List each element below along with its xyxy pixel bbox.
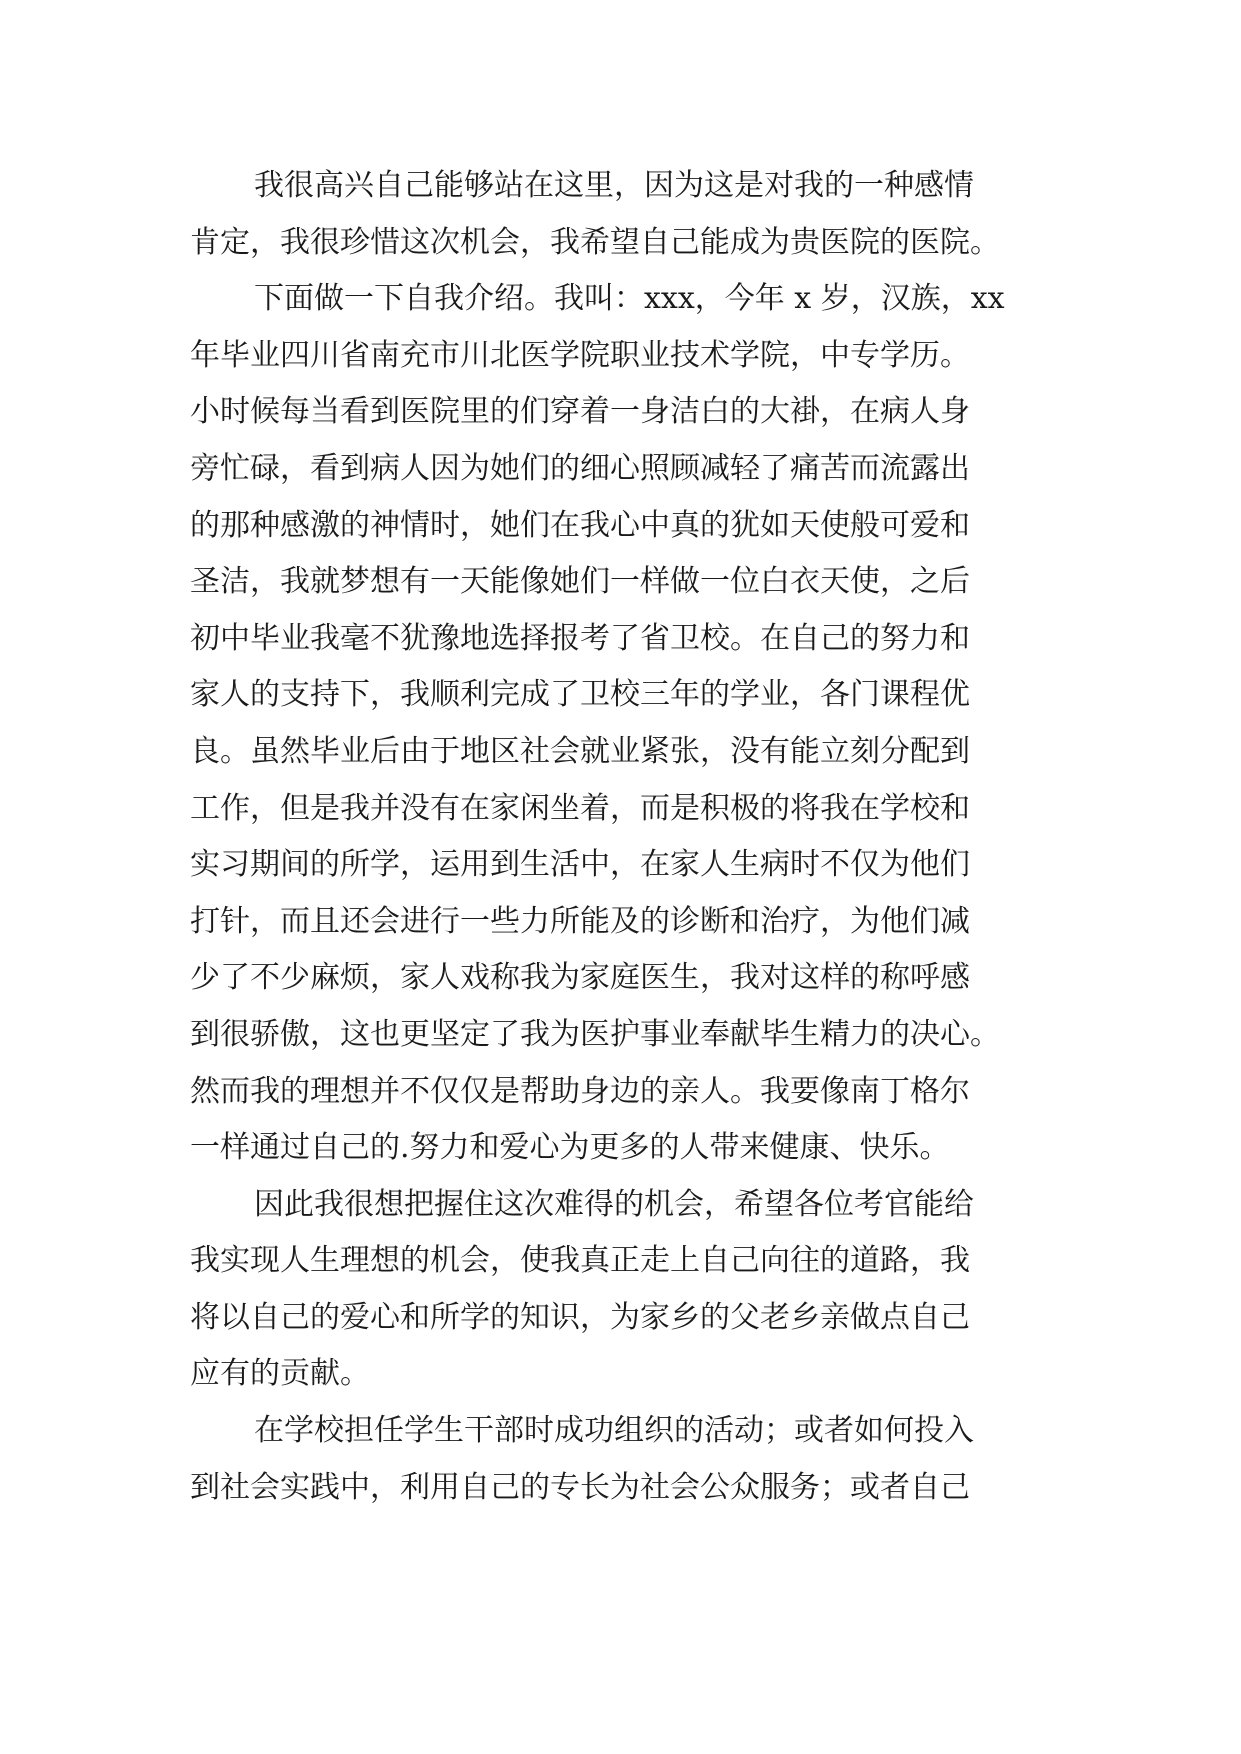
text-line: 到社会实践中，利用自己的专长为社会公众服务；或者自己 bbox=[190, 1469, 970, 1505]
text-line: 因此我很想把握住这次难得的机会，希望各位考官能给 bbox=[254, 1186, 974, 1222]
text-line: 到很骄傲，这也更坚定了我为医护事业奉献毕生精力的决心。 bbox=[190, 1016, 1000, 1052]
paragraph bbox=[190, 158, 1050, 271]
text-line: 圣洁，我就梦想有一天能像她们一样做一位白衣天使，之后 bbox=[190, 564, 970, 600]
paragraph bbox=[190, 271, 1050, 1177]
text-line: 将以自己的爱心和所学的知识，为家乡的父老乡亲做点自己 bbox=[190, 1299, 970, 1335]
text-line: 家人的支持下，我顺利完成了卫校三年的学业，各门课程优 bbox=[190, 677, 970, 713]
text-line: 良。虽然毕业后由于地区社会就业紧张，没有能立刻分配到 bbox=[190, 733, 970, 769]
paragraph bbox=[190, 1177, 1050, 1403]
text-line: 我实现人生理想的机会，使我真正走上自己向往的道路，我 bbox=[190, 1243, 970, 1279]
text-line: 年毕业四川省南充市川北医学院职业技术学院，中专学历。 bbox=[190, 337, 970, 373]
text-line: 的那种感激的神情时，她们在我心中真的犹如天使般可爱和 bbox=[190, 507, 970, 543]
text-line: 我很高兴自己能够站在这里，因为这是对我的一种感情 bbox=[254, 168, 974, 203]
text-line: 少了不少麻烦，家人戏称我为家庭医生，我对这样的称呼感 bbox=[190, 960, 970, 996]
text-line: 旁忙碌，看到病人因为她们的细心照顾减轻了痛苦而流露出 bbox=[190, 450, 970, 486]
text-line: 工作，但是我并没有在家闲坐着，而是积极的将我在学校和 bbox=[190, 790, 970, 826]
text-line: 打针，而且还会进行一些力所能及的诊断和治疗，为他们减 bbox=[190, 903, 970, 939]
text-line: 然而我的理想并不仅仅是帮助身边的亲人。我要像南丁格尔 bbox=[190, 1073, 970, 1109]
document-body bbox=[190, 158, 1050, 1516]
text-line: 一样通过自己的.努力和爱心为更多的人带来健康、快乐。 bbox=[190, 1130, 950, 1166]
paragraph bbox=[190, 1403, 1050, 1516]
text-line: 下面做一下自我介绍。我叫：xxx，今年 x 岁，汉族，xx bbox=[254, 281, 1005, 317]
text-line: 小时候每当看到医院里的们穿着一身洁白的大褂，在病人身 bbox=[190, 394, 970, 430]
text-line: 实习期间的所学，运用到生活中，在家人生病时不仅为他们 bbox=[190, 847, 970, 883]
text-line: 肯定，我很珍惜这次机会，我希望自己能成为贵医院的医院。 bbox=[190, 224, 1000, 260]
text-line: 应有的贡献。 bbox=[190, 1356, 370, 1392]
text-line: 在学校担任学生干部时成功组织的活动；或者如何投入 bbox=[254, 1413, 974, 1449]
text-line: 初中毕业我毫不犹豫地选择报考了省卫校。在自己的努力和 bbox=[190, 620, 970, 656]
